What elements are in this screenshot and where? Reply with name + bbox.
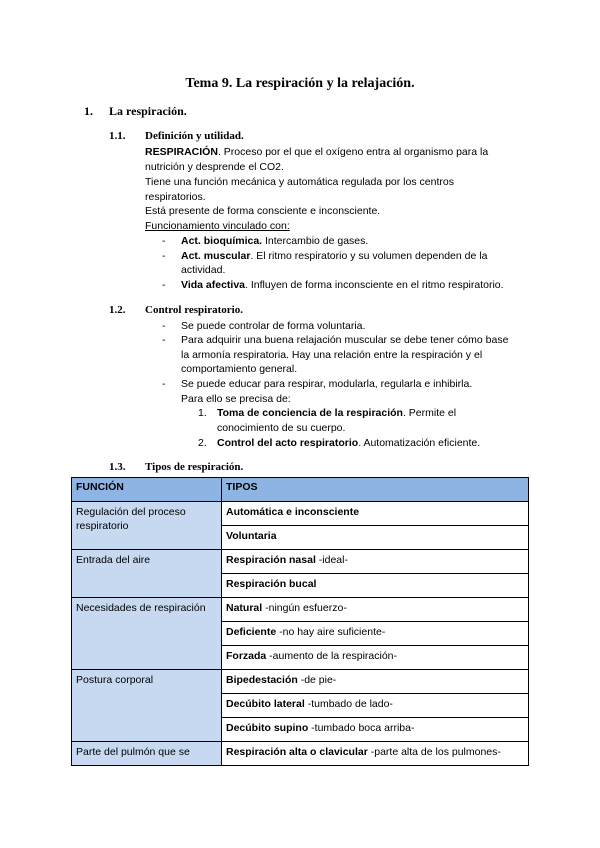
table-row bbox=[72, 670, 529, 694]
list-item: Act. muscular. El ritmo respiratorio y su volumen dependen de la bbox=[181, 250, 488, 262]
list-item-cont: la armonía respiratoria. Hay una relación entre la respiración y el bbox=[181, 349, 483, 361]
definition-line-2: nutrición y desprende el CO2. bbox=[145, 161, 284, 173]
section-number: 1. bbox=[84, 104, 93, 118]
table-row bbox=[72, 742, 529, 766]
type-cell: Decúbito supino -tumbado boca arriba- bbox=[222, 718, 529, 742]
numbered-marker: 2. bbox=[198, 437, 207, 449]
bullet-dash: - bbox=[162, 235, 166, 247]
table-row bbox=[72, 598, 529, 622]
numbered-item: Control del acto respiratorio. Automatización eficiente. bbox=[217, 437, 481, 449]
type-cell: Automática e inconsciente bbox=[222, 502, 529, 526]
type-cell: Forzada -aumento de la respiración- bbox=[222, 646, 529, 670]
numbered-marker: 1. bbox=[198, 407, 207, 419]
type-cell: Decúbito lateral -tumbado de lado- bbox=[222, 694, 529, 718]
subsection-heading: Control respiratorio. bbox=[145, 304, 243, 316]
table-row bbox=[72, 502, 529, 526]
list-item-cont: Para ello se precisa de: bbox=[181, 393, 291, 405]
subsection-number: 1.2. bbox=[109, 304, 126, 316]
definition-line bbox=[145, 145, 488, 160]
type-cell: Respiración bucal bbox=[222, 574, 529, 598]
function-cell: Necesidades de respiración bbox=[72, 598, 222, 670]
bullet-dash: - bbox=[162, 250, 166, 262]
list-item-cont: comportamiento general. bbox=[181, 363, 298, 375]
paragraph-line: Tiene una función mecánica y automática regulada por los centros bbox=[145, 176, 454, 188]
list-item: Act. bioquímica. Intercambio de gases. bbox=[181, 235, 369, 247]
subsection-number: 1.1. bbox=[109, 130, 126, 142]
function-cell: Regulación del proceso respiratorio bbox=[72, 502, 222, 550]
table-header-row bbox=[72, 478, 529, 502]
paragraph-line: respiratorios. bbox=[145, 191, 206, 203]
type-cell: Respiración nasal -ideal- bbox=[222, 550, 529, 574]
type-cell: Deficiente -no hay aire suficiente- bbox=[222, 622, 529, 646]
function-cell: Entrada del aire bbox=[72, 550, 222, 598]
list-item: Se puede controlar de forma voluntaria. bbox=[181, 320, 366, 332]
definition-term: RESPIRACIÓN bbox=[145, 146, 218, 158]
type-cell: Natural -ningún esfuerzo- bbox=[222, 598, 529, 622]
type-cell: Respiración alta o clavicular -parte alta de los pulmones- bbox=[222, 742, 529, 766]
list-item: Se puede educar para respirar, modularla, regularla e inhibirla. bbox=[181, 378, 473, 390]
definition-text: . Proceso por el que el oxígeno entra al organismo para la bbox=[217, 146, 489, 158]
function-cell: Parte del pulmón que se bbox=[72, 742, 222, 766]
subsection-heading: Definición y utilidad. bbox=[145, 130, 244, 142]
list-item: Vida afectiva. Influyen de forma inconsciente en el ritmo respiratorio. bbox=[181, 279, 504, 291]
header-funcion: FUNCIÓN bbox=[72, 478, 222, 502]
numbered-item: Toma de conciencia de la respiración. Permite el bbox=[217, 407, 457, 419]
bullet-dash: - bbox=[162, 378, 166, 390]
numbered-item-cont: conocimiento de su cuerpo. bbox=[217, 422, 346, 434]
list-item-cont: actividad. bbox=[181, 264, 226, 276]
bullet-dash: - bbox=[162, 334, 166, 346]
section-heading: La respiración. bbox=[109, 104, 187, 118]
functioning-label: Funcionamiento vinculado con: bbox=[145, 220, 290, 232]
breathing-types-table bbox=[71, 477, 529, 766]
header-tipos: TIPOS bbox=[222, 478, 529, 502]
bullet-dash: - bbox=[162, 320, 166, 332]
type-cell: Bipedestación -de pie- bbox=[222, 670, 529, 694]
subsection-heading: Tipos de respiración. bbox=[145, 461, 244, 473]
list-item: Para adquirir una buena relajación muscular se debe tener cómo base bbox=[181, 334, 509, 346]
paragraph-line: Está presente de forma consciente e inconsciente. bbox=[145, 205, 381, 217]
subsection-number: 1.3. bbox=[109, 461, 126, 473]
type-cell: Voluntaria bbox=[222, 526, 529, 550]
function-cell: Postura corporal bbox=[72, 670, 222, 742]
page-title: Tema 9. La respiración y la relajación. bbox=[185, 76, 415, 91]
bullet-dash: - bbox=[162, 279, 166, 291]
table-row bbox=[72, 550, 529, 574]
